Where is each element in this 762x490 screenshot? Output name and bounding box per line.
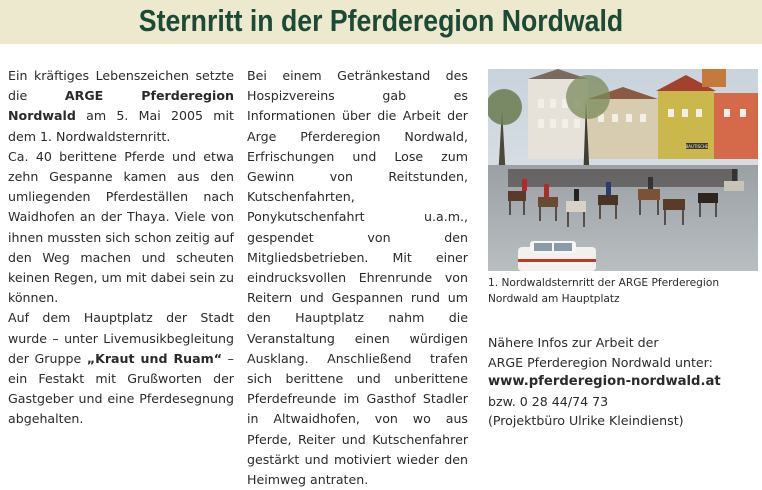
- text-column-2: [247, 66, 468, 490]
- paragraph-text: – ein Festakt mit Grußworten der Gastgeber und eine Pferdesegnung abgehalten.: [8, 350, 234, 427]
- photo-caption: 1. Nordwaldsternritt der ARGE Pferderegion Nordwald am Hauptplatz: [488, 277, 720, 305]
- paragraph: [8, 66, 234, 147]
- shop-sign: BAUTISCHE: [685, 144, 709, 149]
- org-name: ARGE Pferderegion Nordwald: [8, 88, 234, 124]
- band-name: „Kraut und Ruam“: [86, 350, 223, 366]
- phone-number: bzw. 0 28 44/74 73: [488, 393, 609, 409]
- contact-person: (Projektbüro Ulrike Kleindienst): [488, 413, 684, 429]
- info-line: ARGE Pferderegion Nordwald unter:: [488, 354, 713, 370]
- paragraph-text: Ein kräftiges Lebenszeichen setzte die: [8, 68, 234, 104]
- paragraph: Ca. 40 berittene Pferde und etwa zehn Gespanne kamen aus den umliegenden Pferdeställen nach Waidhofen an der Thaya. Viele von ihnen mussten sich schon zeitig auf den Weg machen und scheuten keinen Regen, um mit dabei sein zu können.: [8, 148, 234, 306]
- text-column-1: [8, 66, 234, 430]
- paragraph: [8, 308, 234, 429]
- title-banner: [0, 0, 762, 44]
- paragraph-text: am 5. Mai 2005 mit dem 1. Nordwaldsternritt.: [8, 108, 234, 144]
- info-line: Nähere Infos zur Arbeit der: [488, 335, 659, 350]
- paragraph-text: Auf dem Hauptplatz der Stadt wurde – unter Livemusikbegleitung der Gruppe: [8, 310, 234, 366]
- website-link[interactable]: www.pferderegion-nordwald.at: [488, 374, 721, 390]
- info-box: [488, 333, 760, 431]
- article-title: Sternritt in der Pferderegion Nordwald: [138, 3, 624, 38]
- paragraph: Bei einem Getränkestand des Hospizvereins gab es Informationen über die Arbeit der Arge Pferderegion Nordwald, Erfrischungen und Lose zum Gewinn von Reitstunden, Kutschenfahrten, Ponykutschenfahrt u.a.m., gespendet von den Mitgliedsbetrieben. Mit einer eindrucksvollen Ehrenrunde von Reitern und Gespannen rund um den Hauptplatz nahm die Veranstaltung einen würdigen Ausklang. Anschließend trafen sich berittene und unberittene Pferdefreunde im Gasthof Stadler in Altwaidhofen, von wo aus Pferde, Reiter und Kutschenfahrer gestärkt und motiviert wieder den Heimweg antraten.: [247, 68, 468, 488]
- event-photo: [488, 69, 758, 271]
